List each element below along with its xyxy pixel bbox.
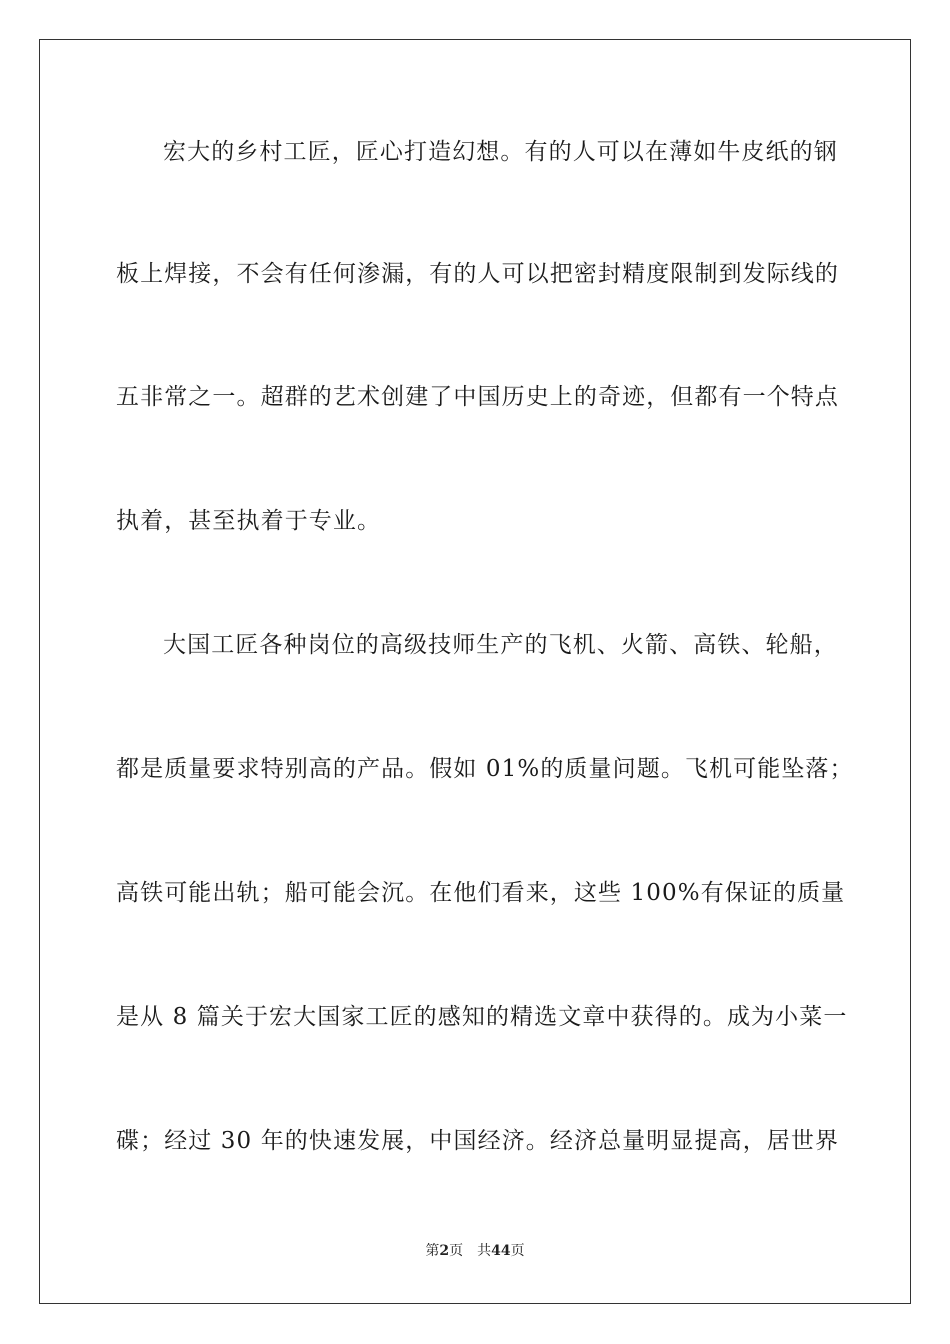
page-border: [39, 39, 911, 1304]
text-line-3: 五非常之一。超群的艺术创建了中国历史上的奇迹，但都有一个特点: [116, 384, 839, 410]
footer-total-prefix: 共: [477, 1243, 492, 1259]
footer-total-pages: 44: [491, 1243, 511, 1259]
footer-total-suffix: 页: [510, 1243, 525, 1259]
footer-page-suffix: 页: [449, 1243, 464, 1259]
text-line-8: 是从 8 篇关于宏大国家工匠的感知的精选文章中获得的。成为小菜一: [116, 1004, 848, 1030]
text-line-1: 宏大的乡村工匠，匠心打造幻想。有的人可以在薄如牛皮纸的钢: [163, 139, 838, 165]
text-line-6: 都是质量要求特别高的产品。假如 01%的质量问题。飞机可能坠落；: [116, 756, 854, 782]
text-line-9: 碟；经过 30 年的快速发展，中国经济。经济总量明显提高，居世界: [116, 1128, 840, 1154]
footer-page-prefix: 第: [425, 1243, 440, 1259]
text-line-5: 大国工匠各种岗位的高级技师生产的飞机、火箭、高铁、轮船，: [163, 632, 838, 658]
text-line-7: 高铁可能出轨；船可能会沉。在他们看来，这些 100%有保证的质量: [116, 880, 846, 906]
page-footer: [0, 1242, 950, 1260]
footer-page-number: 2: [439, 1243, 450, 1259]
text-line-4: 执着，甚至执着于专业。: [116, 508, 382, 534]
text-line-2: 板上焊接，不会有任何渗漏，有的人可以把密封精度限制到发际线的: [116, 261, 839, 287]
